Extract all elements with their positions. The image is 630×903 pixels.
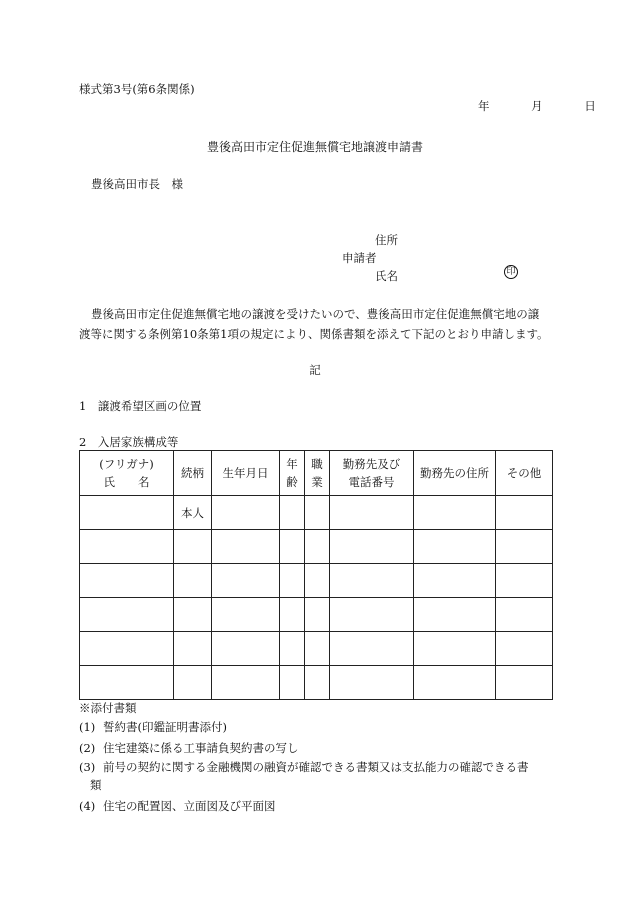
cell-job[interactable] [305, 496, 330, 530]
cell-workplace[interactable] [330, 598, 414, 632]
cell-job[interactable] [305, 564, 330, 598]
attachment-text: 住宅建築に係る工事請負契約書の写し [103, 741, 299, 755]
cell-relation[interactable] [174, 666, 212, 700]
item-1-heading: 1 譲渡希望区画の位置 [79, 399, 202, 413]
table-header-row [80, 451, 553, 496]
date-year: 年 [478, 99, 490, 113]
cell-work-address[interactable] [414, 632, 496, 666]
ki-heading: 記 [309, 363, 321, 377]
header-job [305, 451, 330, 496]
cell-other[interactable] [496, 666, 553, 700]
cell-workplace[interactable] [330, 564, 414, 598]
table-row [80, 598, 553, 632]
header-furigana: (フリガナ) [99, 457, 154, 471]
cell-job[interactable] [305, 598, 330, 632]
application-body-text: 豊後高田市定住促進無償宅地の譲渡を受けたいので、豊後高田市定住促進無償宅地の譲渡等に関する条例第10条第1項の規定により、関係書類を添えて下記のとおり申請します。 [79, 307, 549, 341]
cell-job[interactable] [305, 632, 330, 666]
date-month: 月 [531, 99, 543, 113]
cell-age[interactable] [280, 666, 305, 700]
attachment-text: 住宅の配置図、立面図及び平面図 [103, 799, 276, 813]
table-row [80, 496, 553, 530]
attachment-text: 誓約書(印鑑証明書添付) [103, 720, 227, 734]
cell-relation[interactable] [174, 564, 212, 598]
attachment-item-4 [79, 797, 559, 815]
header-shimei: 氏 名 [103, 475, 150, 489]
cell-workplace[interactable] [330, 496, 414, 530]
cell-relation: 本人 [174, 496, 212, 530]
attachment-number: (2) [79, 741, 96, 755]
cell-age[interactable] [280, 530, 305, 564]
cell-name[interactable] [80, 632, 174, 666]
cell-other[interactable] [496, 496, 553, 530]
attachments-heading: ※添付書類 [79, 701, 137, 715]
cell-name[interactable] [80, 496, 174, 530]
table-row [80, 564, 553, 598]
header-workplace-1: 勤務先及び [342, 457, 401, 471]
cell-name[interactable] [80, 598, 174, 632]
cell-other[interactable] [496, 632, 553, 666]
form-number: 様式第3号(第6条関係) [79, 82, 195, 96]
cell-relation[interactable] [174, 632, 212, 666]
applicant-label: 申請者 [342, 251, 377, 265]
attachment-number: (1) [79, 720, 96, 734]
address-label: 住所 [375, 233, 398, 247]
date-day: 日 [584, 99, 596, 113]
header-other: その他 [496, 451, 553, 496]
cell-job[interactable] [305, 530, 330, 564]
header-workplace [330, 451, 414, 496]
cell-name[interactable] [80, 666, 174, 700]
cell-relation[interactable] [174, 598, 212, 632]
item-2-heading: 2 入居家族構成等 [79, 435, 179, 449]
cell-workplace[interactable] [330, 666, 414, 700]
cell-work-address[interactable] [414, 496, 496, 530]
cell-relation[interactable] [174, 530, 212, 564]
header-birthdate: 生年月日 [212, 451, 280, 496]
document-title: 豊後高田市定住促進無償宅地譲渡申請書 [206, 140, 423, 154]
table-row [80, 632, 553, 666]
cell-other[interactable] [496, 564, 553, 598]
cell-job[interactable] [305, 666, 330, 700]
family-composition-table [79, 450, 553, 700]
header-workplace-2: 電話番号 [348, 475, 395, 489]
header-name [80, 451, 174, 496]
header-age [280, 451, 305, 496]
attachment-item-3 [79, 758, 559, 794]
header-work-address: 勤務先の住所 [414, 451, 496, 496]
seal-mark: 印 [504, 265, 518, 279]
cell-name[interactable] [80, 564, 174, 598]
cell-birthdate[interactable] [212, 598, 280, 632]
attachment-text-continuation: 類 [90, 778, 102, 792]
name-label: 氏名 [375, 269, 398, 283]
cell-name[interactable] [80, 530, 174, 564]
cell-age[interactable] [280, 632, 305, 666]
attachment-text: 前号の契約に関する金融機関の融資が確認できる書類又は支払能力の確認できる書 [103, 760, 529, 774]
header-job-1: 職 [311, 457, 323, 471]
attachment-number: (4) [79, 799, 96, 813]
date-line [460, 98, 596, 114]
cell-other[interactable] [496, 598, 553, 632]
cell-other[interactable] [496, 530, 553, 564]
cell-birthdate[interactable] [212, 496, 280, 530]
cell-age[interactable] [280, 598, 305, 632]
attachment-item-1 [79, 718, 559, 736]
header-age-1: 年 [286, 457, 298, 471]
cell-workplace[interactable] [330, 530, 414, 564]
attachment-number: (3) [79, 760, 96, 774]
cell-birthdate[interactable] [212, 530, 280, 564]
cell-birthdate[interactable] [212, 564, 280, 598]
cell-birthdate[interactable] [212, 632, 280, 666]
header-age-2: 齢 [286, 475, 298, 489]
table-row [80, 666, 553, 700]
cell-age[interactable] [280, 564, 305, 598]
cell-age[interactable] [280, 496, 305, 530]
header-job-2: 業 [311, 475, 323, 489]
attachment-item-2 [79, 739, 559, 757]
table-row [80, 530, 553, 564]
cell-work-address[interactable] [414, 598, 496, 632]
addressee: 豊後高田市長 様 [91, 177, 183, 191]
cell-work-address[interactable] [414, 666, 496, 700]
cell-work-address[interactable] [414, 564, 496, 598]
header-relation: 続柄 [174, 451, 212, 496]
cell-work-address[interactable] [414, 530, 496, 564]
cell-workplace[interactable] [330, 632, 414, 666]
cell-birthdate[interactable] [212, 666, 280, 700]
